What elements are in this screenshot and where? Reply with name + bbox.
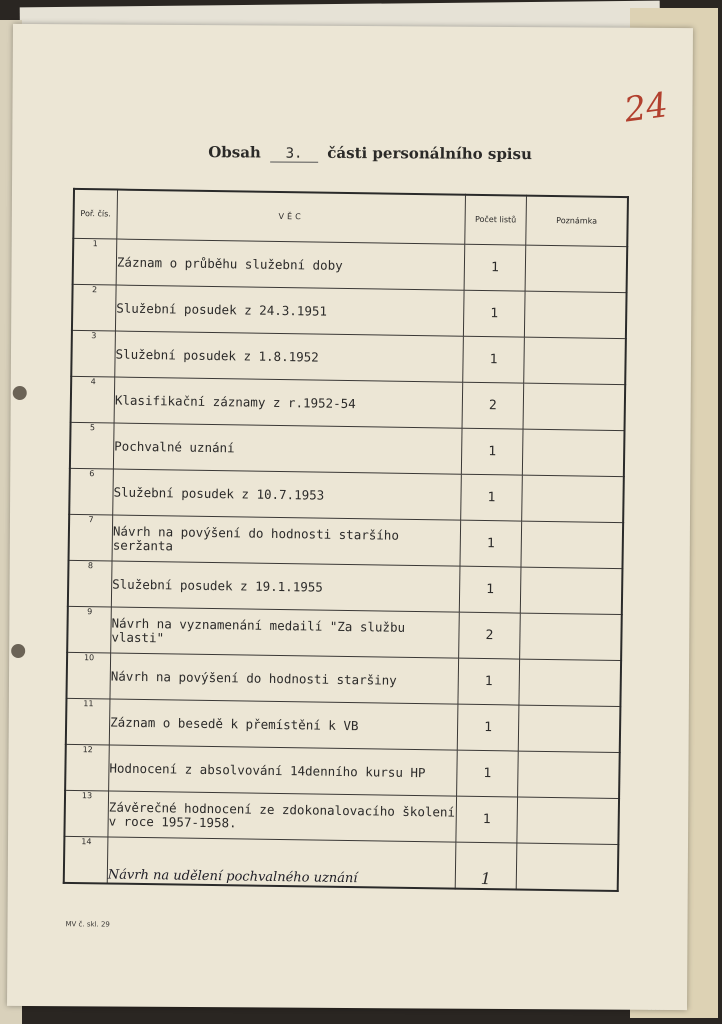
table-row [69, 514, 624, 568]
row-number: 10 [66, 652, 110, 699]
row-sheets: 1 [458, 658, 520, 705]
row-subject: Klasifikační záznamy z r.1952-54 [114, 377, 463, 428]
table-row [67, 606, 622, 660]
table-row [72, 284, 627, 338]
row-sheets: 1 [460, 520, 522, 567]
row-subject: Návrh na povýšení do hodnosti staršího seržanta [112, 515, 461, 566]
header-subject: VĚC [117, 190, 466, 245]
document-page [7, 24, 693, 1010]
contents-table [63, 188, 629, 892]
row-number: 4 [71, 376, 115, 423]
table-row [73, 238, 628, 292]
row-sheets: 1 [457, 750, 519, 797]
table-row [64, 790, 619, 844]
row-subject: Návrh na vyznamenání medailí "Za službu vlasti" [111, 607, 460, 658]
table-row [71, 330, 626, 384]
row-number: 11 [66, 698, 110, 745]
row-note [524, 291, 626, 339]
table-row [69, 468, 624, 522]
row-note [518, 751, 620, 799]
row-sheets: 2 [459, 612, 521, 659]
row-subject: Pochvalné uznání [113, 423, 462, 474]
table-row [64, 836, 619, 891]
header-number: Poř. čís. [73, 189, 117, 239]
row-sheets: 1 [457, 704, 519, 751]
table-row [70, 422, 625, 476]
row-note [519, 659, 621, 707]
row-number: 7 [69, 514, 113, 561]
row-subject: Služební posudek z 1.8.1952 [115, 331, 464, 382]
row-number: 1 [73, 238, 117, 285]
row-number: 6 [69, 468, 113, 515]
row-note [518, 705, 620, 753]
row-subject: Návrh na povýšení do hodnosti staršiny [110, 653, 459, 704]
row-number: 3 [71, 330, 115, 377]
row-sheets-handwritten: 1 [455, 842, 517, 889]
row-number: 9 [67, 606, 111, 653]
row-number: 5 [70, 422, 114, 469]
row-sheets: 1 [456, 796, 518, 843]
row-subject-handwritten: Návrh na udělení pochvalného uznání [107, 837, 456, 889]
header-note: Poznámka [526, 196, 628, 247]
table-header-row [73, 189, 628, 247]
row-subject: Hodnocení z absolvování 14denního kursu HP [109, 745, 458, 796]
title-prefix: Obsah [208, 143, 261, 162]
header-sheets: Počet listů [465, 195, 527, 245]
folio-number: 24 [622, 85, 671, 131]
page-title [208, 143, 532, 164]
row-subject: Závěrečné hodnocení ze zdokonalovacího školení v roce 1957-1958. [108, 791, 457, 842]
row-sheets: 1 [461, 474, 523, 521]
row-number: 8 [68, 560, 112, 607]
row-subject: Záznam o besedě k přemístění k VB [109, 699, 458, 750]
row-sheets: 1 [463, 336, 525, 383]
row-note [517, 797, 619, 845]
table-row [68, 560, 623, 614]
row-number: 12 [65, 744, 109, 791]
row-note [520, 567, 622, 615]
row-note [516, 843, 618, 891]
row-subject: Záznam o průběhu služební doby [116, 239, 465, 290]
row-number: 13 [64, 790, 108, 837]
part-number: 3. [270, 146, 318, 163]
row-note [523, 383, 625, 431]
punch-hole [11, 644, 25, 658]
row-sheets: 1 [461, 428, 523, 475]
punch-hole [13, 386, 27, 400]
row-note [525, 245, 627, 293]
form-number: MV č. skl. 29 [65, 920, 110, 929]
row-subject: Služební posudek z 10.7.1953 [113, 469, 462, 520]
row-subject: Služební posudek z 24.3.1951 [115, 285, 464, 336]
row-sheets: 1 [463, 290, 525, 337]
title-suffix: části personálního spisu [327, 143, 532, 164]
row-sheets: 2 [462, 382, 524, 429]
row-number: 14 [64, 836, 108, 883]
table-row [66, 652, 621, 706]
row-sheets: 1 [464, 244, 526, 291]
row-number: 2 [72, 284, 116, 331]
row-note [521, 521, 623, 569]
row-note [520, 613, 622, 661]
table-row [66, 698, 621, 752]
row-note [524, 337, 626, 385]
row-note [522, 429, 624, 477]
row-subject: Služební posudek z 19.1.1955 [111, 561, 460, 612]
table-row [71, 376, 626, 430]
row-sheets: 1 [459, 566, 521, 613]
row-note [522, 475, 624, 523]
table-row [65, 744, 620, 798]
